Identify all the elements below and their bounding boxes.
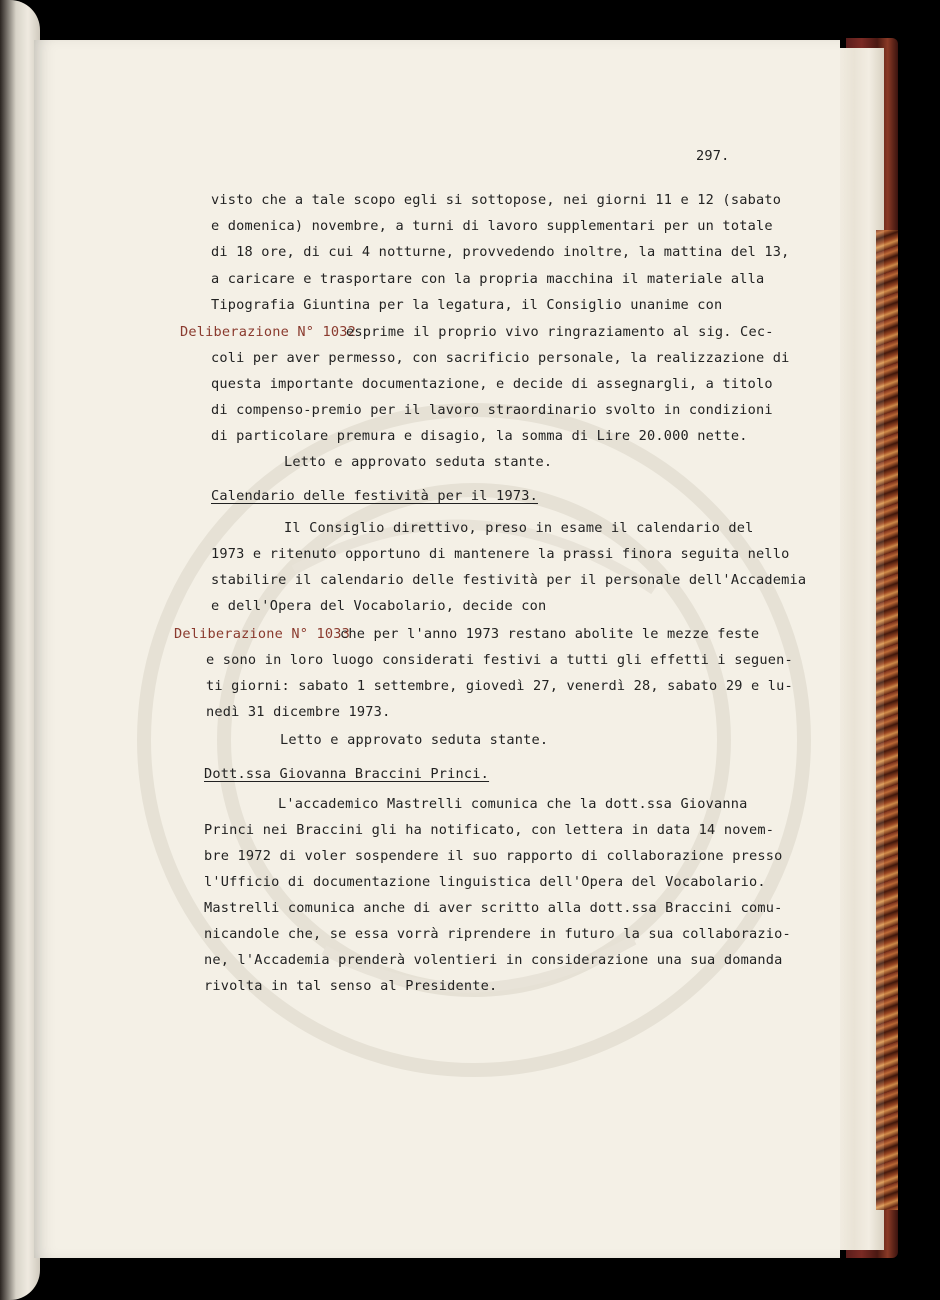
text-line: visto che a tale scopo egli si sottopose, nei giorni 11 e 12 (sabato (211, 192, 782, 208)
text-line: rivolta in tal senso al Presidente. (204, 978, 498, 994)
marbled-edge (876, 230, 898, 1210)
section-heading-calendario: Calendario delle festività per il 1973. (211, 488, 538, 504)
document-page (34, 40, 840, 1258)
text-line: di 18 ore, di cui 4 notturne, provvedendo inoltre, la mattina del 13, (211, 244, 790, 260)
text-line: Il Consiglio direttivo, preso in esame il calendario del (284, 520, 754, 536)
margin-note-deliberazione-1033: Deliberazione N° 1033 (174, 626, 351, 642)
text-line: 1973 e ritenuto opportuno di mantenere la prassi finora seguita nello (211, 546, 790, 562)
text-line: questa importante documentazione, e decide di assegnargli, a titolo (211, 376, 773, 392)
text-line: esprime il proprio vivo ringraziamento al sig. Cec- (346, 324, 774, 340)
text-line: e dell'Opera del Vocabolario, decide con (211, 598, 547, 614)
text-line: L'accademico Mastrelli comunica che la dott.ssa Giovanna (278, 796, 748, 812)
text-line: di particolare premura e disagio, la somma di Lire 20.000 nette. (211, 428, 748, 444)
text-line: ti giorni: sabato 1 settembre, giovedì 27, venerdì 28, sabato 29 e lu- (206, 678, 793, 694)
text-line: ne, l'Accademia prenderà volentieri in considerazione una sua domanda (204, 952, 783, 968)
text-line: di compenso-premio per il lavoro straordinario svolto in condizioni (211, 402, 773, 418)
text-line: stabilire il calendario delle festività per il personale dell'Accademia (211, 572, 807, 588)
text-line: l'Ufficio di documentazione linguistica dell'Opera del Vocabolario. (204, 874, 766, 890)
text-line: e sono in loro luogo considerati festivi a tutti gli effetti i seguen- (206, 652, 793, 668)
text-line: nicandole che, se essa vorrà riprendere in futuro la sua collaborazio- (204, 926, 791, 942)
page-number: 297. (696, 148, 730, 164)
section-heading-braccini: Dott.ssa Giovanna Braccini Princi. (204, 766, 490, 782)
text-line: e domenica) novembre, a turni di lavoro supplementari per un totale (211, 218, 773, 234)
text-line: bre 1972 di voler sospendere il suo rapporto di collaborazione presso (204, 848, 783, 864)
text-line: coli per aver permesso, con sacrificio personale, la realizzazione di (211, 350, 790, 366)
text-line: Mastrelli comunica anche di aver scritto alla dott.ssa Braccini comu- (204, 900, 783, 916)
text-line: che per l'anno 1973 restano abolite le mezze feste (340, 626, 760, 642)
text-line: nedì 31 dicembre 1973. (206, 704, 391, 720)
text-line: Tipografia Giuntina per la legatura, il Consiglio unanime con (211, 297, 723, 313)
margin-note-deliberazione-1032: Deliberazione N° 1032 (180, 324, 357, 340)
text-line: Princi nei Braccini gli ha notificato, con lettera in data 14 novem- (204, 822, 775, 838)
text-line: a caricare e trasportare con la propria macchina il materiale alla (211, 271, 765, 287)
text-line: Letto e approvato seduta stante. (280, 732, 549, 748)
text-line: Letto e approvato seduta stante. (284, 454, 553, 470)
